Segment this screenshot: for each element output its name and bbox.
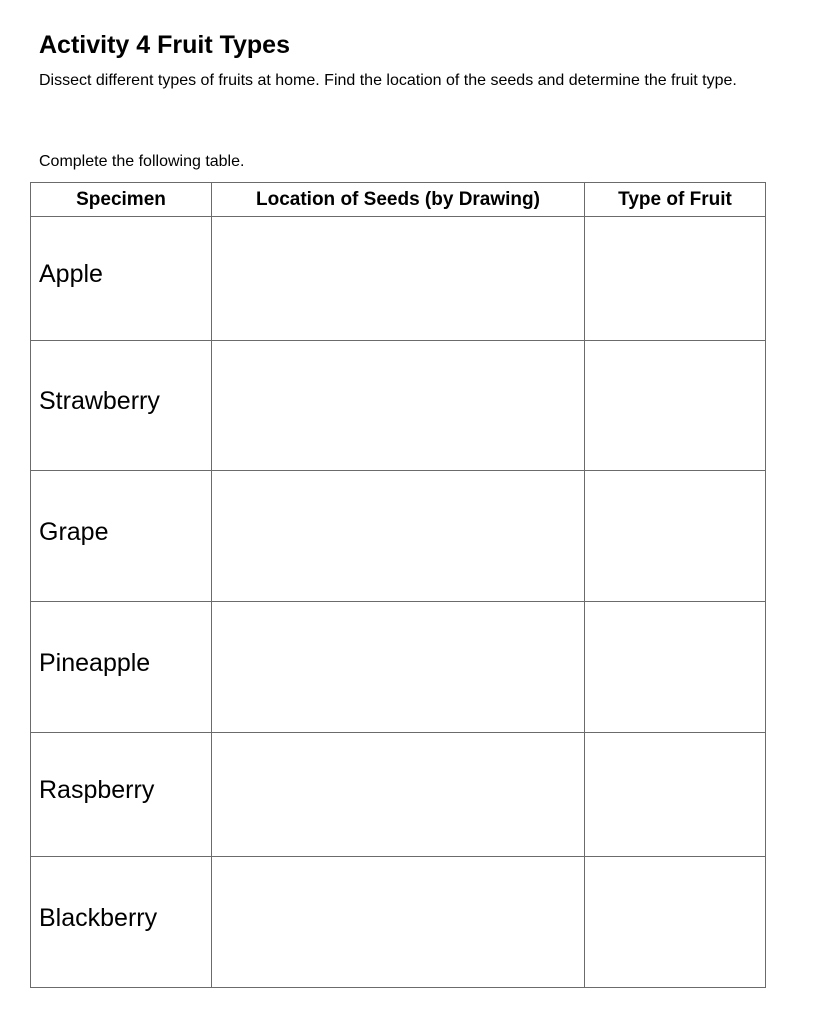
specimen-cell: Raspberry bbox=[31, 733, 212, 857]
seed-location-cell[interactable] bbox=[212, 857, 585, 988]
header-specimen: Specimen bbox=[31, 183, 212, 217]
specimen-cell: Strawberry bbox=[31, 341, 212, 471]
fruit-type-cell[interactable] bbox=[585, 857, 766, 988]
table-header-row bbox=[31, 183, 766, 217]
specimen-cell: Pineapple bbox=[31, 602, 212, 733]
fruit-type-cell[interactable] bbox=[585, 733, 766, 857]
fruit-types-table bbox=[30, 182, 766, 988]
table-caption: Complete the following table. bbox=[39, 153, 245, 170]
seed-location-cell[interactable] bbox=[212, 602, 585, 733]
fruit-type-cell[interactable] bbox=[585, 602, 766, 733]
specimen-cell: Apple bbox=[31, 217, 212, 341]
fruit-type-cell[interactable] bbox=[585, 341, 766, 471]
activity-instructions: Dissect different types of fruits at home. Find the location of the seeds and determine the fruit type. bbox=[39, 72, 737, 89]
seed-location-cell[interactable] bbox=[212, 733, 585, 857]
header-seed-location: Location of Seeds (by Drawing) bbox=[212, 183, 585, 217]
header-fruit-type: Type of Fruit bbox=[585, 183, 766, 217]
activity-title: Activity 4 Fruit Types bbox=[39, 31, 290, 59]
table-row bbox=[31, 341, 766, 471]
specimen-cell: Grape bbox=[31, 471, 212, 602]
table-row bbox=[31, 602, 766, 733]
table-row bbox=[31, 471, 766, 602]
table-row bbox=[31, 857, 766, 988]
table-row bbox=[31, 217, 766, 341]
seed-location-cell[interactable] bbox=[212, 471, 585, 602]
fruit-type-cell[interactable] bbox=[585, 471, 766, 602]
fruit-type-cell[interactable] bbox=[585, 217, 766, 341]
table-row bbox=[31, 733, 766, 857]
seed-location-cell[interactable] bbox=[212, 341, 585, 471]
seed-location-cell[interactable] bbox=[212, 217, 585, 341]
specimen-cell: Blackberry bbox=[31, 857, 212, 988]
